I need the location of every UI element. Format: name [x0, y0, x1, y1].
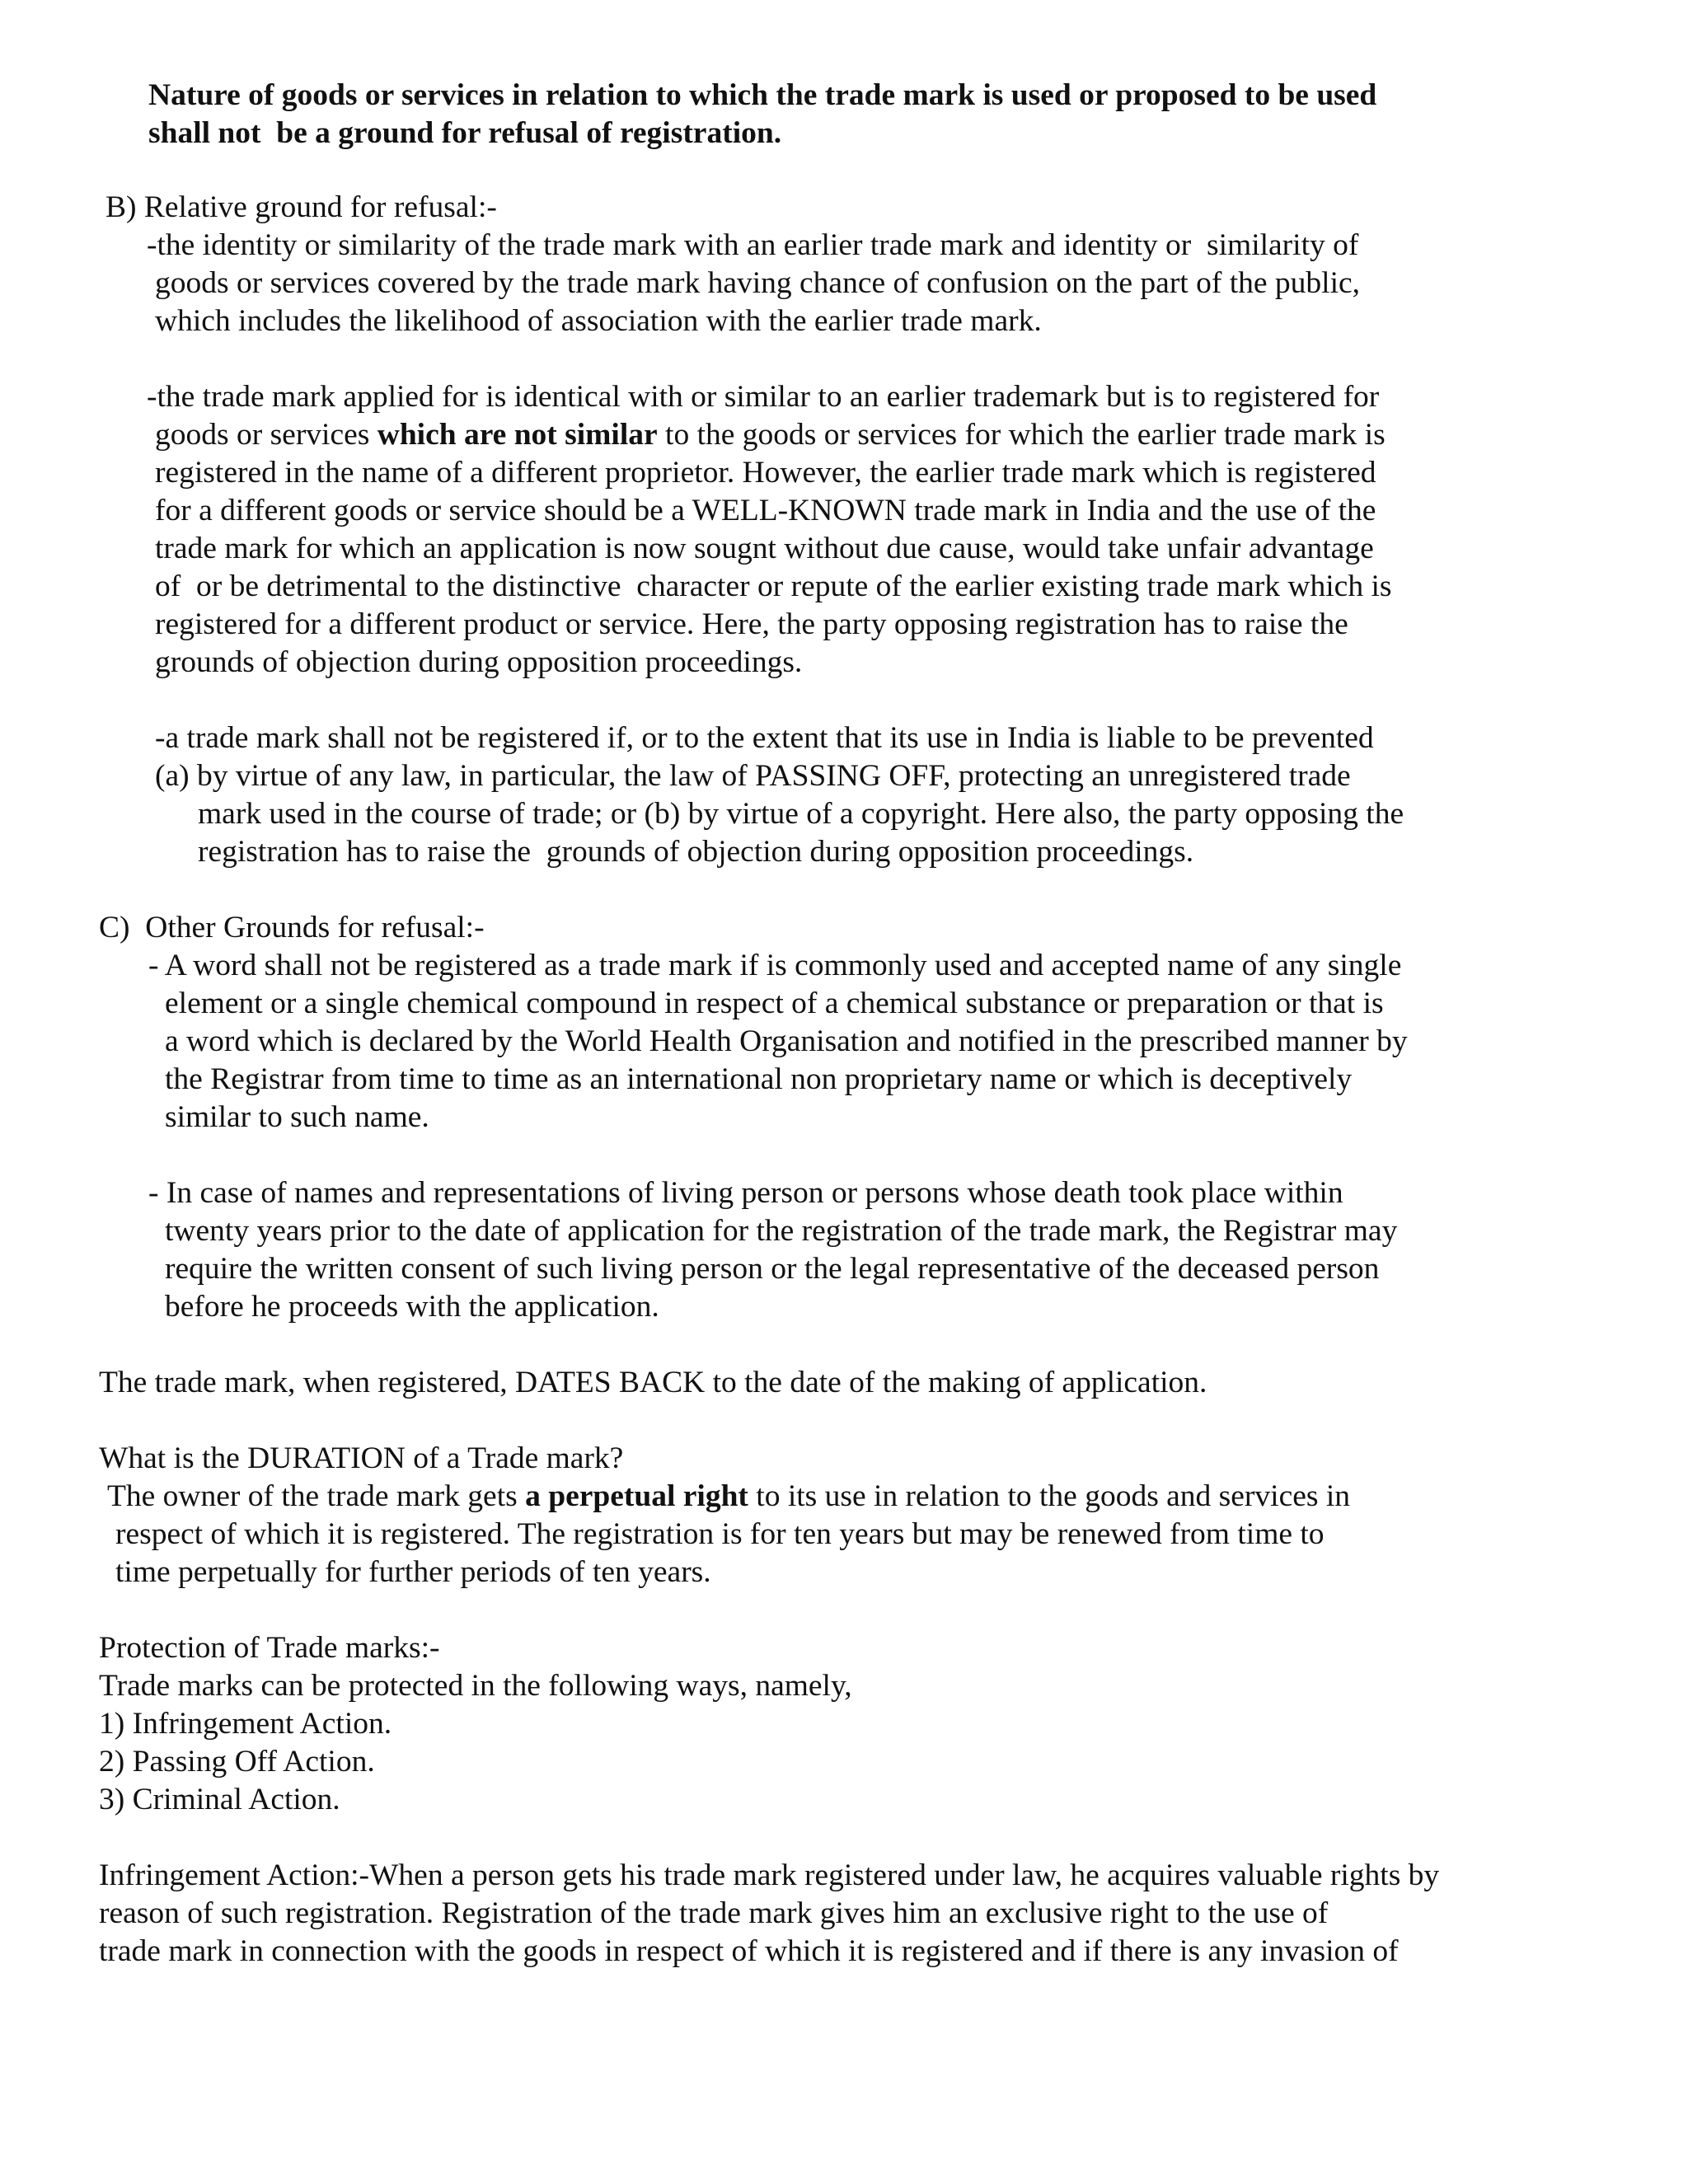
paragraph-line: require the written consent of such living person or the legal representative of the deceased person — [165, 1252, 1380, 1286]
list-item: 2) Passing Off Action. — [99, 1745, 375, 1779]
paragraph-line: of or be detrimental to the distinctive character or repute of the earlier existing trade mark which is — [155, 569, 1392, 603]
paragraph-line: (a) by virtue of any law, in particular, the law of PASSING OFF, protecting an unregistered trade — [155, 759, 1351, 793]
list-item: 1) Infringement Action. — [99, 1707, 392, 1741]
paragraph-line: trade mark in connection with the goods in respect of which it is registered and if there is any invasion of — [99, 1934, 1399, 1968]
intro-line: Nature of goods or services in relation to which the trade mark is used or proposed to be used — [148, 78, 1377, 112]
paragraph-line: a word which is declared by the World Health Organisation and notified in the prescribed manner by — [165, 1024, 1408, 1058]
list-item: 3) Criminal Action. — [99, 1783, 340, 1816]
paragraph-line: grounds of objection during opposition proceedings. — [155, 645, 803, 679]
intro-line: shall not be a ground for refusal of registration. — [148, 116, 782, 150]
paragraph-line: goods or services covered by the trade mark having chance of confusion on the part of the public, — [155, 266, 1361, 300]
paragraph-line: -a trade mark shall not be registered if, or to the extent that its use in India is liable to be prevented — [155, 721, 1374, 755]
paragraph-line: trade mark for which an application is now sougnt without due cause, would take unfair advantage — [155, 532, 1374, 565]
section-heading-relative: B) Relative ground for refusal:- — [106, 190, 497, 224]
paragraph-line: registered in the name of a different proprietor. However, the earlier trade mark which is registered — [155, 456, 1376, 490]
protection-heading: Protection of Trade marks:- — [99, 1631, 440, 1665]
dates-back-statement: The trade mark, when registered, DATES BACK to the date of the making of application. — [99, 1366, 1207, 1399]
paragraph-line: similar to such name. — [165, 1100, 429, 1134]
paragraph-line: twenty years prior to the date of application for the registration of the trade mark, the Registrar may — [165, 1214, 1398, 1248]
paragraph-line: Infringement Action:-When a person gets his trade mark registered under law, he acquires valuable rights by — [99, 1858, 1440, 1892]
paragraph-line: - A word shall not be registered as a trade mark if is commonly used and accepted name of any single — [148, 949, 1402, 982]
paragraph-line: before he proceeds with the application. — [165, 1290, 659, 1324]
paragraph-line: which includes the likelihood of association with the earlier trade mark. — [155, 304, 1042, 338]
paragraph-line: registration has to raise the grounds of objection during opposition proceedings. — [198, 835, 1194, 869]
paragraph-line: the Registrar from time to time as an international non proprietary name or which is deceptively — [165, 1062, 1353, 1096]
paragraph-line: -the trade mark applied for is identical with or similar to an earlier trademark but is to registered for — [147, 380, 1380, 414]
text-span: goods or services — [155, 418, 377, 452]
paragraph-line: registered for a different product or service. Here, the party opposing registration has to raise the — [155, 607, 1348, 641]
paragraph-line: time perpetually for further periods of ten years. — [115, 1555, 711, 1589]
text-span: to its use in relation to the goods and services in — [748, 1479, 1350, 1513]
paragraph-line — [107, 1479, 1350, 1515]
text-span: The owner of the trade mark gets — [107, 1479, 526, 1513]
paragraph-line: respect of which it is registered. The registration is for ten years but may be renewed from time to — [115, 1517, 1325, 1551]
paragraph-line — [155, 417, 1386, 453]
paragraph-line: -the identity or similarity of the trade mark with an earlier trade mark and identity or similarity of — [147, 228, 1359, 262]
duration-question: What is the DURATION of a Trade mark? — [99, 1441, 624, 1475]
paragraph-line: reason of such registration. Registration of the trade mark gives him an exclusive right to the use of — [99, 1896, 1329, 1930]
text-span: to the goods or services for which the earlier trade mark is — [657, 418, 1386, 452]
paragraph-line: for a different goods or service should be a WELL-KNOWN trade mark in India and the use of the — [155, 494, 1376, 527]
protection-intro: Trade marks can be protected in the following ways, namely, — [99, 1669, 852, 1703]
paragraph-line: element or a single chemical compound in respect of a chemical substance or preparation or that is — [165, 987, 1384, 1020]
section-heading-other: C) Other Grounds for refusal:- — [99, 911, 485, 944]
paragraph-line: mark used in the course of trade; or (b) by virtue of a copyright. Here also, the party opposing the — [198, 797, 1404, 831]
paragraph-line: - In case of names and representations of living person or persons whose death took place within — [148, 1176, 1343, 1210]
bold-phrase: which are not similar — [377, 418, 658, 452]
bold-phrase: a perpetual right — [525, 1479, 748, 1513]
